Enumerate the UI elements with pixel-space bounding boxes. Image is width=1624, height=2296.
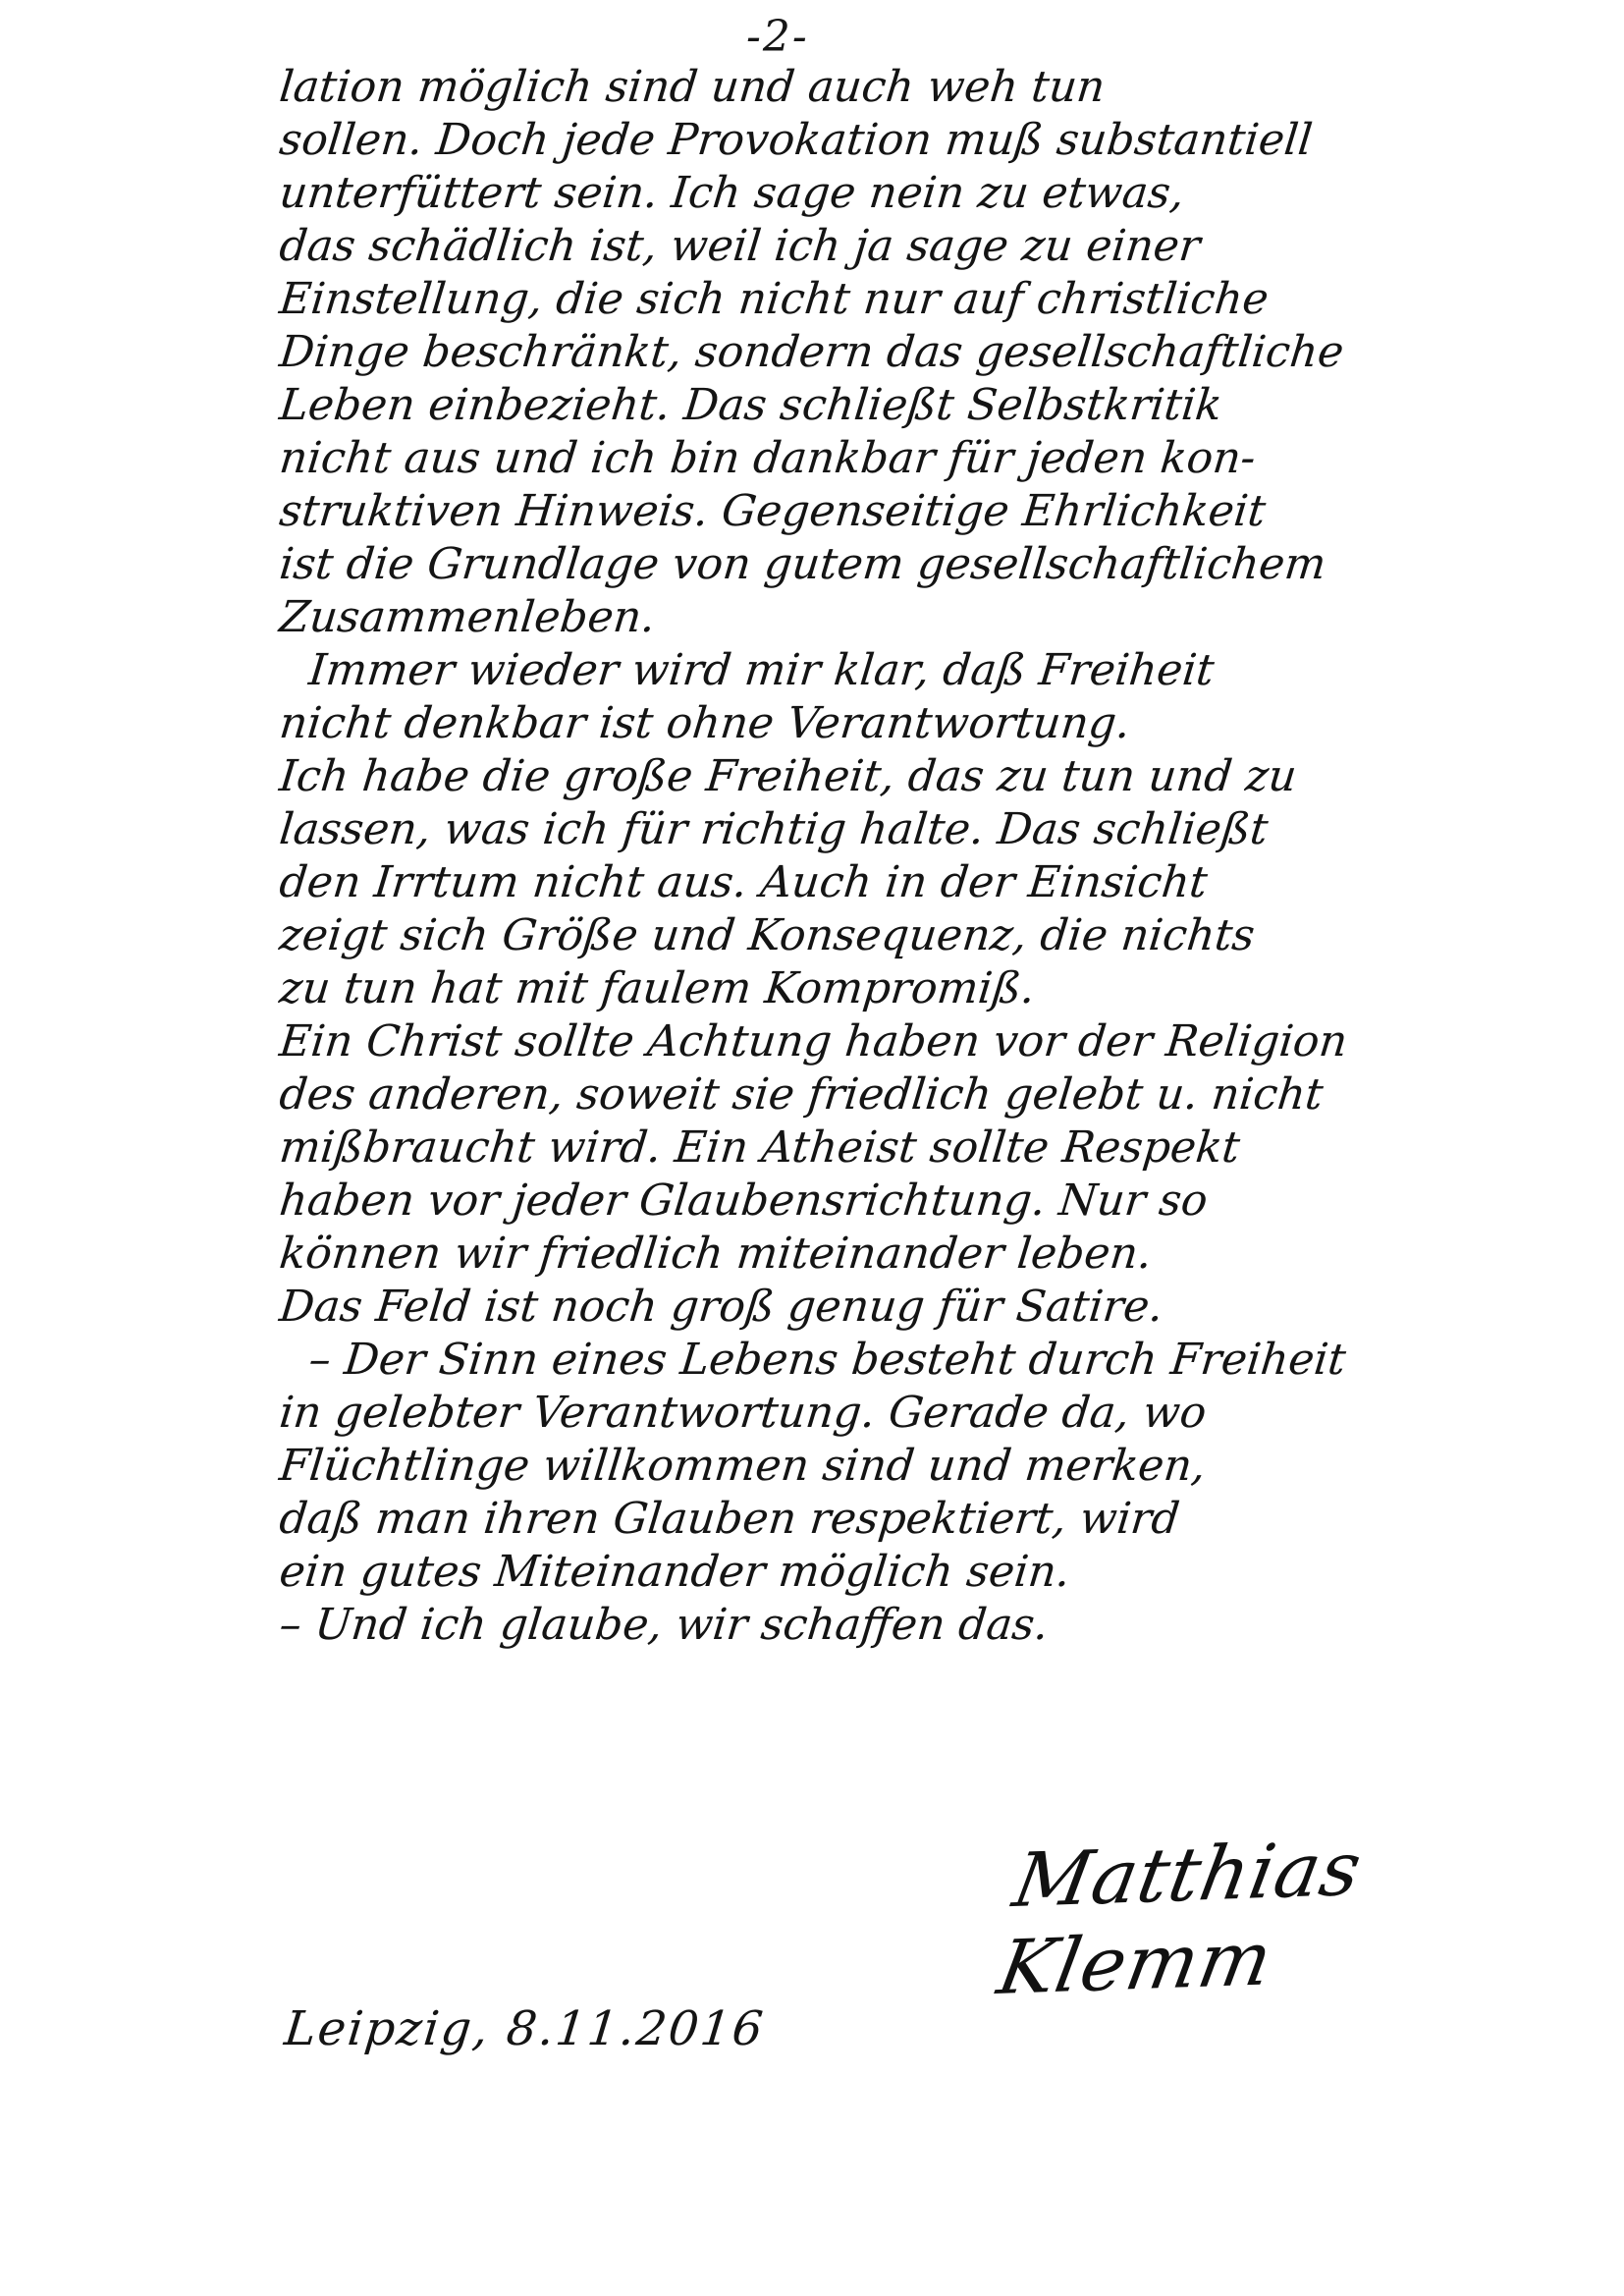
letter-line: lation möglich sind und auch weh tun <box>277 62 1108 112</box>
letter-line: Leben einbezieht. Das schließt Selbstkritik <box>277 380 1225 430</box>
letter-line: ein gutes Miteinander möglich sein. <box>277 1547 1073 1597</box>
letter-line: Immer wieder wird mir klar, daß Freiheit <box>306 645 1217 695</box>
letter-line: ist die Grundlage von gutem gesellschaftlichem <box>277 539 1328 589</box>
letter-line: – Und ich glaube, wir schaffen das. <box>277 1600 1052 1650</box>
letter-line: daß man ihren Glauben respektiert, wird <box>277 1494 1182 1544</box>
letter-line: nicht denkbar ist ohne Verantwortung. <box>277 698 1133 748</box>
letter-body <box>277 61 1494 1652</box>
letter-line: in gelebter Verantwortung. Gerade da, wo <box>277 1388 1210 1438</box>
letter-line: mißbraucht wird. Ein Atheist sollte Respekt <box>277 1122 1243 1173</box>
letter-line: des anderen, soweit sie friedlich gelebt u. nicht <box>277 1069 1326 1120</box>
letter-line: das schädlich ist, weil ich ja sage zu einer <box>277 221 1203 271</box>
letter-line: zu tun hat mit faulem Kompromiß. <box>277 963 1038 1013</box>
letter-line: Dinge beschränkt, sondern das gesellschaftliche <box>277 327 1346 377</box>
letter-line: zeigt sich Größe und Konsequenz, die nichts <box>277 910 1258 960</box>
letter-line: Zusammenleben. <box>277 592 658 642</box>
letter-line: nicht aus und ich bin dankbar für jeden kon- <box>277 433 1259 483</box>
letter-line: den Irrtum nicht aus. Auch in der Einsicht <box>277 857 1211 907</box>
letter-line: können wir friedlich miteinander leben. <box>277 1229 1155 1279</box>
letter-line: lassen, was ich für richtig halte. Das schließt <box>277 804 1271 854</box>
letter-line: haben vor jeder Glaubensrichtung. Nur so <box>277 1175 1211 1226</box>
letter-line: unterfüttert sein. Ich sage nein zu etwas, <box>277 168 1187 218</box>
page-number: -2- <box>746 12 809 62</box>
letter-line: Flüchtlinge willkommen sind und merken, <box>277 1441 1209 1491</box>
signature: Matthias Klemm <box>992 1824 1369 2011</box>
letter-line: struktiven Hinweis. Gegenseitige Ehrlichkeit <box>277 486 1269 536</box>
letter-line: Ich habe die große Freiheit, das zu tun und zu <box>277 751 1299 801</box>
letter-line: – Der Sinn eines Lebens besteht durch Freiheit <box>306 1335 1349 1385</box>
letter-line: Das Feld ist noch groß genug für Satire. <box>277 1282 1166 1332</box>
letter-line: sollen. Doch jede Provokation muß substantiell <box>277 115 1315 165</box>
place-date: Leipzig, 8.11.2016 <box>282 2001 768 2056</box>
letter-line: Ein Christ sollte Achtung haben vor der Religion <box>277 1016 1350 1066</box>
letter-line: Einstellung, die sich nicht nur auf christliche <box>277 274 1272 324</box>
